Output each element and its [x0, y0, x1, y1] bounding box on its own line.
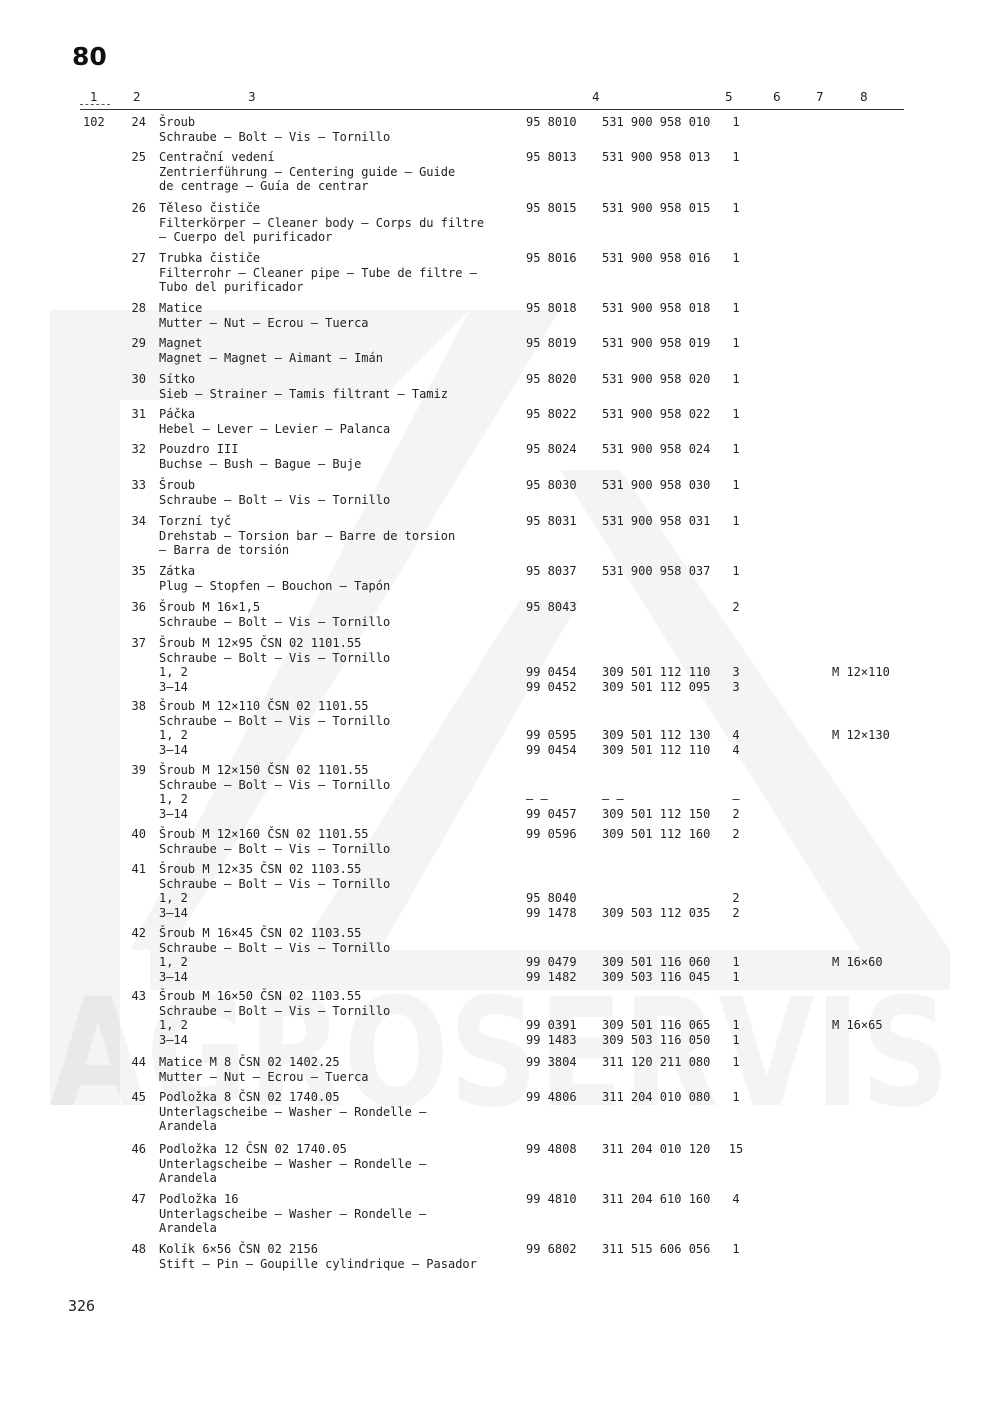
position-number: 38 — [131, 699, 146, 713]
catalog-number: — — — [526, 792, 548, 806]
quantity: 1 — [732, 442, 740, 456]
quantity: 3 — [732, 679, 740, 694]
part-number: 309 501 112 160 — [602, 827, 711, 841]
part-description: 1, 2 — [159, 955, 188, 969]
quantity: 1 — [732, 115, 740, 129]
position-number: 37 — [131, 636, 146, 650]
part-description: Unterlagscheibe — Washer — Rondelle — — [159, 1206, 427, 1221]
part-description: Magnet — [159, 336, 203, 350]
catalog-number: 99 1483 — [526, 1032, 577, 1047]
part-description: Trubka čističe — [159, 251, 261, 265]
quantity: 1 — [732, 1090, 740, 1104]
part-description: Šroub M 16×45 ČSN 02 1103.55 — [159, 926, 362, 940]
part-number: 531 900 958 022 — [602, 407, 711, 421]
part-description: 1, 2 — [159, 1018, 188, 1032]
catalog-number: 99 3804 — [526, 1055, 577, 1069]
part-description: Sítko — [159, 372, 196, 386]
note: M 16×65 — [832, 1018, 883, 1032]
part-number: — — — [602, 792, 624, 806]
column-header-3: 3 — [248, 90, 256, 104]
part-description: Matice M 8 ČSN 02 1402.25 — [159, 1055, 340, 1069]
part-description: — Barra de torsión — [159, 543, 290, 557]
position-number: 24 — [131, 115, 146, 129]
part-description: 1, 2 — [159, 728, 188, 742]
position-number: 43 — [131, 989, 146, 1003]
part-number: 311 204 010 080 — [602, 1090, 711, 1104]
catalog-number: 99 0596 — [526, 827, 577, 841]
part-description: — Cuerpo del purificador — [159, 230, 333, 244]
catalog-number: 95 8043 — [526, 600, 577, 614]
quantity: 1 — [732, 478, 740, 492]
catalog-number: 99 6802 — [526, 1242, 577, 1256]
quantity: 1 — [732, 1032, 740, 1047]
column-header-6: 6 — [773, 90, 781, 104]
part-number: 531 900 958 013 — [602, 150, 711, 164]
part-description: Schraube — Bolt — Vis — Tornillo — [159, 614, 391, 629]
position-number: 31 — [131, 407, 146, 421]
watermark-text: AGROSERVIS — [50, 967, 950, 1141]
catalog-number: 99 4806 — [526, 1090, 577, 1104]
position-number: 28 — [131, 301, 146, 315]
part-description: Plug — Stopfen — Bouchon — Tapón — [159, 578, 391, 593]
part-description: Matice — [159, 301, 203, 315]
part-description: 3—14 — [159, 969, 188, 984]
part-number: 531 900 958 020 — [602, 372, 711, 386]
position-number: 47 — [131, 1192, 146, 1206]
part-description: Podložka 12 ČSN 02 1740.05 — [159, 1142, 347, 1156]
position-number: 26 — [131, 201, 146, 215]
quantity: 1 — [732, 955, 740, 969]
quantity: 2 — [732, 806, 740, 821]
part-number: 309 501 112 110 — [602, 665, 711, 679]
position-number: 40 — [131, 827, 146, 841]
quantity: 2 — [732, 905, 740, 920]
part-description: Šroub M 12×160 ČSN 02 1101.55 — [159, 827, 369, 841]
part-description: Torzní tyč — [159, 514, 232, 528]
quantity: 1 — [732, 564, 740, 578]
part-number: 309 501 112 095 — [602, 679, 711, 694]
part-description: 1, 2 — [159, 665, 188, 679]
part-description: 3—14 — [159, 742, 188, 757]
part-description: 1, 2 — [159, 792, 188, 806]
part-description: Stift — Pin — Goupille cylindrique — Pasador — [159, 1256, 477, 1271]
part-number: 531 900 958 024 — [602, 442, 711, 456]
quantity: 1 — [732, 201, 740, 215]
quantity: 1 — [732, 1018, 740, 1032]
catalog-number: 95 8030 — [526, 478, 577, 492]
position-number: 33 — [131, 478, 146, 492]
position-number: 48 — [131, 1242, 146, 1256]
position-number: 29 — [131, 336, 146, 350]
part-description: Šroub — [159, 478, 196, 492]
part-description: de centrage — Guía de centrar — [159, 179, 369, 193]
part-description: Unterlagscheibe — Washer — Rondelle — — [159, 1104, 427, 1119]
position-number: 44 — [131, 1055, 146, 1069]
quantity: 4 — [732, 1192, 740, 1206]
group-number: 102 — [83, 115, 105, 129]
part-description: Schraube — Bolt — Vis — Tornillo — [159, 713, 391, 728]
quantity: 1 — [732, 407, 740, 421]
part-number: 309 501 116 060 — [602, 955, 711, 969]
catalog-number: 99 1482 — [526, 969, 577, 984]
part-description: Zentrierführung — Centering guide — Guide — [159, 164, 456, 179]
part-description: Páčka — [159, 407, 196, 421]
catalog-number: 99 0595 — [526, 728, 577, 742]
catalog-number: 95 8015 — [526, 201, 577, 215]
catalog-number: 95 8010 — [526, 115, 577, 129]
part-description: Šroub — [159, 115, 196, 129]
catalog-number: 95 8037 — [526, 564, 577, 578]
part-description: Schraube — Bolt — Vis — Tornillo — [159, 129, 391, 144]
part-description: Podložka 8 ČSN 02 1740.05 — [159, 1090, 340, 1104]
part-description: Drehstab — Torsion bar — Barre de torsion — [159, 528, 456, 543]
position-number: 34 — [131, 514, 146, 528]
part-description: Arandela — [159, 1171, 217, 1185]
part-description: Zátka — [159, 564, 196, 578]
part-description: Šroub M 16×50 ČSN 02 1103.55 — [159, 989, 362, 1003]
header-rule-dashed — [80, 104, 110, 105]
part-number: 531 900 958 031 — [602, 514, 711, 528]
part-number: 531 900 958 018 — [602, 301, 711, 315]
catalog-number: 99 0391 — [526, 1018, 577, 1032]
catalog-number: 99 4808 — [526, 1142, 577, 1156]
position-number: 25 — [131, 150, 146, 164]
catalog-number: 95 8018 — [526, 301, 577, 315]
part-description: Tubo del purificador — [159, 280, 304, 294]
position-number: 35 — [131, 564, 146, 578]
part-number: 531 900 958 037 — [602, 564, 711, 578]
part-number: 309 501 112 130 — [602, 728, 711, 742]
part-description: 3—14 — [159, 679, 188, 694]
catalog-number: 95 8019 — [526, 336, 577, 350]
quantity: 1 — [732, 1242, 740, 1256]
column-header-2: 2 — [133, 90, 141, 104]
quantity: 1 — [732, 372, 740, 386]
quantity: 15 — [728, 1142, 744, 1156]
catalog-number: 99 0454 — [526, 665, 577, 679]
part-description: Šroub M 12×150 ČSN 02 1101.55 — [159, 763, 369, 777]
part-description: 1, 2 — [159, 891, 188, 905]
part-description: Sieb — Strainer — Tamis filtrant — Tamiz — [159, 386, 448, 401]
page-number: 80 — [72, 42, 107, 71]
catalog-number: 99 0479 — [526, 955, 577, 969]
catalog-number: 99 0454 — [526, 742, 577, 757]
column-header-4: 4 — [592, 90, 600, 104]
part-number: 309 503 112 035 — [602, 905, 711, 920]
note: M 16×60 — [832, 955, 883, 969]
catalog-number: 95 8031 — [526, 514, 577, 528]
position-number: 27 — [131, 251, 146, 265]
catalog-number: 95 8022 — [526, 407, 577, 421]
part-description: Unterlagscheibe — Washer — Rondelle — — [159, 1156, 427, 1171]
part-number: 309 501 112 110 — [602, 742, 711, 757]
part-number: 309 503 116 050 — [602, 1032, 711, 1047]
catalog-number: 99 0452 — [526, 679, 577, 694]
part-description: Magnet — Magnet — Aimant — Imán — [159, 350, 383, 365]
position-number: 32 — [131, 442, 146, 456]
part-description: 3—14 — [159, 1032, 188, 1047]
part-description: Podložka 16 — [159, 1192, 239, 1206]
quantity: 1 — [732, 301, 740, 315]
position-number: 39 — [131, 763, 146, 777]
part-number: 531 900 958 016 — [602, 251, 711, 265]
column-header-5: 5 — [725, 90, 733, 104]
part-number: 311 204 010 120 — [602, 1142, 711, 1156]
catalog-number: 95 8024 — [526, 442, 577, 456]
catalog-number: 99 1478 — [526, 905, 577, 920]
quantity: 1 — [732, 969, 740, 984]
quantity: 4 — [732, 742, 740, 757]
part-description: Těleso čističe — [159, 201, 261, 215]
quantity: 4 — [732, 728, 740, 742]
quantity: 1 — [732, 336, 740, 350]
quantity: 1 — [732, 150, 740, 164]
part-description: Arandela — [159, 1119, 217, 1133]
position-number: 36 — [131, 600, 146, 614]
part-description: Šroub M 12×95 ČSN 02 1101.55 — [159, 636, 362, 650]
part-number: 311 120 211 080 — [602, 1055, 711, 1069]
position-number: 42 — [131, 926, 146, 940]
footer-page-number: 326 — [68, 1297, 96, 1315]
catalog-number: 95 8016 — [526, 251, 577, 265]
part-description: Šroub M 16×1,5 — [159, 600, 261, 614]
part-description: Mutter — Nut — Ecrou — Tuerca — [159, 315, 369, 330]
part-number: 531 900 958 015 — [602, 201, 711, 215]
part-number: 531 900 958 010 — [602, 115, 711, 129]
part-number: 309 501 116 065 — [602, 1018, 711, 1032]
part-number: 311 515 606 056 — [602, 1242, 711, 1256]
part-description: Filterkörper — Cleaner body — Corps du filtre — [159, 215, 485, 230]
part-description: Schraube — Bolt — Vis — Tornillo — [159, 777, 391, 792]
part-description: 3—14 — [159, 905, 188, 920]
catalog-number: 95 8040 — [526, 891, 577, 905]
part-description: Hebel — Lever — Levier — Palanca — [159, 421, 391, 436]
part-description: Kolík 6×56 ČSN 02 2156 — [159, 1242, 318, 1256]
part-description: Šroub M 12×110 ČSN 02 1101.55 — [159, 699, 369, 713]
catalog-number: 99 0457 — [526, 806, 577, 821]
position-number: 45 — [131, 1090, 146, 1104]
part-description: Schraube — Bolt — Vis — Tornillo — [159, 841, 391, 856]
quantity: — — [732, 792, 740, 806]
part-description: Filterrohr — Cleaner pipe — Tube de filtre — — [159, 265, 477, 280]
note: M 12×130 — [832, 728, 890, 742]
part-description: Centrační vedení — [159, 150, 275, 164]
part-number: 309 503 116 045 — [602, 969, 711, 984]
column-header-1: 1 — [90, 90, 98, 104]
position-number: 41 — [131, 862, 146, 876]
part-number: 531 900 958 030 — [602, 478, 711, 492]
part-description: Schraube — Bolt — Vis — Tornillo — [159, 940, 391, 955]
position-number: 46 — [131, 1142, 146, 1156]
part-description: Buchse — Bush — Bague — Buje — [159, 456, 362, 471]
part-number: 309 501 112 150 — [602, 806, 711, 821]
part-description: Arandela — [159, 1221, 217, 1235]
catalog-number: 95 8013 — [526, 150, 577, 164]
quantity: 3 — [732, 665, 740, 679]
part-description: Mutter — Nut — Ecrou — Tuerca — [159, 1069, 369, 1084]
column-header-7: 7 — [816, 90, 824, 104]
part-number: 311 204 610 160 — [602, 1192, 711, 1206]
quantity: 1 — [732, 251, 740, 265]
catalog-number: 95 8020 — [526, 372, 577, 386]
catalog-number: 99 4810 — [526, 1192, 577, 1206]
quantity: 2 — [732, 891, 740, 905]
part-number: 531 900 958 019 — [602, 336, 711, 350]
quantity: 1 — [732, 514, 740, 528]
quantity: 2 — [732, 827, 740, 841]
quantity: 1 — [732, 1055, 740, 1069]
note: M 12×110 — [832, 665, 890, 679]
header-rule — [80, 109, 904, 110]
position-number: 30 — [131, 372, 146, 386]
part-description: Schraube — Bolt — Vis — Tornillo — [159, 1003, 391, 1018]
part-description: Schraube — Bolt — Vis — Tornillo — [159, 650, 391, 665]
part-description: Šroub M 12×35 ČSN 02 1103.55 — [159, 862, 362, 876]
quantity: 2 — [732, 600, 740, 614]
part-description: Schraube — Bolt — Vis — Tornillo — [159, 492, 391, 507]
column-header-8: 8 — [860, 90, 868, 104]
part-description: 3—14 — [159, 806, 188, 821]
part-description: Pouzdro III — [159, 442, 239, 456]
part-description: Schraube — Bolt — Vis — Tornillo — [159, 876, 391, 891]
